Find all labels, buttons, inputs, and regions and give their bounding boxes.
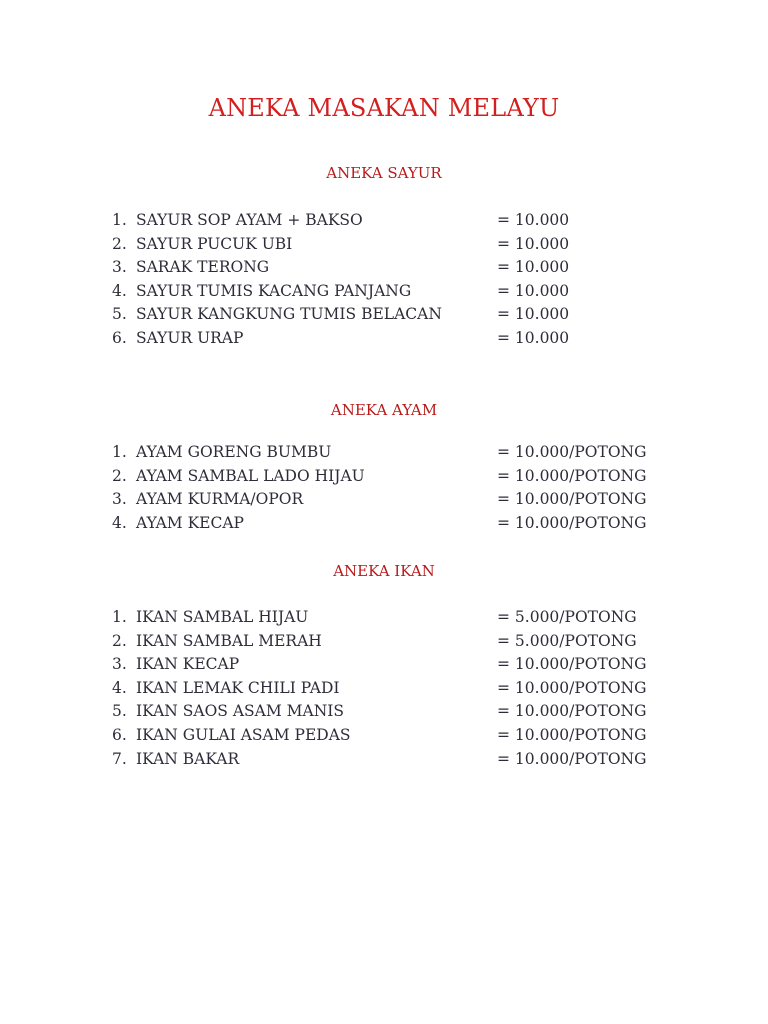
list-item: [112, 256, 672, 280]
item-price: = 10.000/POTONG: [497, 678, 647, 697]
item-number: 1.: [112, 608, 127, 626]
item-price: = 10.000/POTONG: [497, 749, 647, 768]
item-name: IKAN SAOS ASAM MANIS: [136, 702, 344, 721]
item-price: = 10.000: [497, 305, 570, 324]
list-item: [112, 327, 672, 351]
item-price: = 10.000/POTONG: [497, 702, 647, 721]
item-number: 6.: [112, 328, 127, 347]
list-item: [112, 748, 672, 772]
item-name: SARAK TERONG: [136, 258, 270, 277]
list-item: [112, 700, 672, 724]
item-price: = 10.000: [497, 258, 570, 277]
list-item: [112, 280, 672, 304]
item-number: 7.: [112, 749, 127, 768]
item-number: 2.: [112, 631, 127, 650]
list-item: [112, 303, 672, 327]
item-name: IKAN SAMBAL MERAH: [136, 631, 322, 650]
item-name: SAYUR PUCUK UBI: [136, 234, 293, 253]
list-item: [112, 488, 672, 512]
item-number: 3.: [112, 490, 127, 509]
item-name: IKAN BAKAR: [136, 749, 240, 768]
item-price: = 10.000/POTONG: [497, 655, 647, 674]
list-item: [112, 606, 672, 630]
item-price: = 10.000/POTONG: [497, 466, 647, 485]
list-item: [112, 465, 672, 489]
item-name: AYAM KECAP: [136, 513, 244, 532]
item-number: 3.: [112, 258, 127, 277]
list-item: [112, 233, 672, 257]
item-number: 5.: [112, 305, 127, 324]
item-name: SAYUR KANGKUNG TUMIS BELACAN: [136, 305, 442, 324]
menu-list-ayam: [112, 441, 672, 535]
item-price: = 10.000: [497, 328, 570, 347]
item-number: 1.: [112, 211, 127, 229]
list-item: [112, 677, 672, 701]
item-price: = 10.000/POTONG: [497, 490, 647, 509]
list-item: [112, 630, 672, 654]
item-number: 4.: [112, 513, 127, 532]
item-name: IKAN LEMAK CHILI PADI: [136, 678, 340, 697]
item-number: 4.: [112, 281, 127, 300]
item-price: = 10.000/POTONG: [497, 513, 647, 532]
item-number: 2.: [112, 466, 127, 485]
item-name: IKAN SAMBAL HIJAU: [136, 608, 309, 626]
menu-list-ikan: [112, 606, 672, 771]
item-name: AYAM KURMA/OPOR: [136, 490, 304, 509]
section-heading-sayur: ANEKA SAYUR: [326, 164, 442, 182]
section-heading-ayam: ANEKA AYAM: [330, 401, 438, 419]
list-item: [112, 724, 672, 748]
item-number: 4.: [112, 678, 127, 697]
item-price: = 10.000: [497, 211, 570, 229]
item-number: 2.: [112, 234, 127, 253]
page-title: ANEKA MASAKAN MELAYU: [208, 94, 560, 122]
item-name: IKAN GULAI ASAM PEDAS: [136, 725, 351, 744]
item-name: AYAM SAMBAL LADO HIJAU: [136, 466, 365, 485]
item-number: 5.: [112, 702, 127, 721]
list-item: [112, 653, 672, 677]
item-price: = 10.000/POTONG: [497, 725, 647, 744]
item-price: = 5.000/POTONG: [497, 631, 637, 650]
item-price: = 5.000/POTONG: [497, 608, 637, 626]
section-heading-ikan: ANEKA IKAN: [333, 562, 435, 580]
item-number: 3.: [112, 655, 127, 674]
item-price: = 10.000/POTONG: [497, 443, 647, 461]
item-name: AYAM GORENG BUMBU: [136, 443, 332, 461]
item-name: SAYUR SOP AYAM + BAKSO: [136, 211, 363, 229]
item-number: 6.: [112, 725, 127, 744]
item-price: = 10.000: [497, 234, 570, 253]
list-item: [112, 512, 672, 536]
item-name: SAYUR TUMIS KACANG PANJANG: [136, 281, 412, 300]
list-item: [112, 209, 672, 233]
list-item: [112, 441, 672, 465]
item-name: SAYUR URAP: [136, 328, 244, 347]
item-number: 1.: [112, 443, 127, 461]
item-name: IKAN KECAP: [136, 655, 240, 674]
menu-list-sayur: [112, 209, 672, 351]
item-price: = 10.000: [497, 281, 570, 300]
